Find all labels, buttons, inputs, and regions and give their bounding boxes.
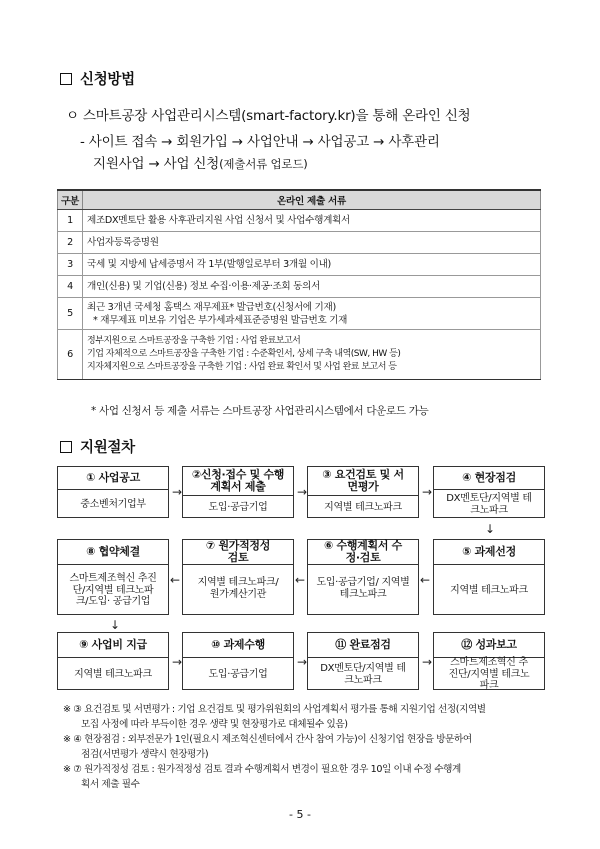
required-documents-table — [57, 189, 541, 380]
step-head: ⑪ 완료점검 — [308, 633, 418, 658]
step-head: ⑨ 사업비 지급 — [58, 633, 168, 658]
step-body: 지역별 테크노파크 — [74, 668, 152, 680]
row-doc-line: 지자체지원으로 스마트공장을 구축한 기업 : 사업 완료 확인서 및 사업 완료 보고서 등 — [87, 362, 397, 372]
application-bullet-sub — [80, 131, 550, 175]
page-number: - 5 - — [289, 808, 311, 821]
footnote-line: ※ ⑦ 원가적정성 검토 : 원가적정성 검토 결과 수행계획서 변경이 필요한 경우 10일 이내 수정 수행계 — [63, 764, 461, 775]
table-row — [58, 232, 541, 254]
step-11 — [307, 632, 419, 690]
arrow-right-icon: → — [172, 485, 183, 499]
footnote-line: 점검(서면평가 생략시 현장평가) — [81, 749, 209, 760]
row-doc — [83, 276, 541, 298]
bullet-sub-line1: - 사이트 접속 → 회원가입 → 사업안내 → 사업공고 → 사후관리 — [80, 134, 440, 150]
arrow-right-icon: → — [297, 485, 308, 499]
table-row — [58, 254, 541, 276]
step-9 — [57, 632, 169, 690]
footnote-line: 획서 제출 필수 — [81, 779, 140, 790]
row-number: 2 — [58, 232, 83, 254]
step-head: ⑥ 수행계획서 수정·검토 — [308, 540, 418, 565]
arrow-down-icon: ↓ — [110, 618, 121, 632]
step-head: ⑩ 과제수행 — [183, 633, 293, 658]
step-head: ③ 요건검토 및 서면평가 — [308, 467, 418, 496]
row-doc-line: 국세 및 지방세 납세증명서 각 1부(발행일로부터 3개월 이내) — [87, 259, 331, 270]
step-head: ⑧ 협약체결 — [58, 540, 168, 565]
step-body: 지역별 테크노파크 — [324, 501, 402, 513]
arrow-right-icon: → — [422, 485, 433, 499]
row-number: 4 — [58, 276, 83, 298]
row-doc — [83, 210, 541, 232]
step-1 — [57, 466, 169, 518]
table-row — [58, 210, 541, 232]
row-doc-line: 사업자등록증명원 — [87, 237, 159, 248]
step-body: 지역별 테크노파크/ 원가계산기관 — [197, 577, 279, 600]
step-head: ②신청·접수 및 수행계획서 제출 — [183, 467, 293, 496]
step-head: ① 사업공고 — [58, 467, 168, 490]
row-doc-line: 제조DX멘토단 활용 사후관리지원 사업 신청서 및 사업수행계획서 — [87, 215, 351, 226]
step-10 — [182, 632, 294, 690]
arrow-right-icon: → — [422, 655, 433, 669]
footnote-line: ※ ④ 현장점검 : 외부전문가 1인(필요시 제조혁신센터에서 간사 참여 가능)이 신청기업 현장을 방문하여 — [63, 734, 472, 745]
arrow-right-icon: → — [297, 655, 308, 669]
step-2 — [182, 466, 294, 518]
row-doc — [83, 330, 541, 380]
table-header-docs: 온라인 제출 서류 — [83, 190, 541, 210]
row-doc-subline: * 재무제표 미보유 기업은 부가세과세표준증명원 발급번호 기재 — [93, 314, 348, 326]
row-number: 1 — [58, 210, 83, 232]
row-doc-line: 정부지원으로 스마트공장을 구축한 기업 : 사업 완료보고서 — [87, 336, 301, 346]
arrow-left-icon: ← — [170, 573, 181, 587]
step-8 — [57, 539, 169, 615]
step-body: 스마트제조혁신 추진단/지역별 테크노파크/도입· 공급기업 — [69, 573, 157, 608]
row-doc-line: 최근 3개년 국세청 홈택스 재무제표* 발급번호(신청서에 기재) — [87, 301, 336, 313]
row-number: 3 — [58, 254, 83, 276]
row-doc-line: 개인(신용) 및 기업(신용) 정보 수집·이용·제공·조회 동의서 — [87, 281, 321, 292]
step-body: 중소벤처기업부 — [80, 498, 146, 510]
step-body: 스마트제조혁신 추진단/지역별 테크노파크 — [448, 657, 530, 692]
step-head: ⑤ 과제선정 — [434, 540, 544, 565]
section-title-procedure: 지원절차 — [60, 436, 135, 457]
arrow-down-icon: ↓ — [485, 522, 496, 536]
step-body: 도입·공급기업/ 지역별 테크노파크 — [316, 577, 410, 600]
section-title-application: 신청방법 — [60, 68, 135, 89]
table-header-row — [58, 190, 541, 210]
step-3 — [307, 466, 419, 518]
row-doc — [83, 254, 541, 276]
step-6 — [307, 539, 419, 615]
step-5 — [433, 539, 545, 615]
table-row — [58, 276, 541, 298]
step-body: DX멘토단/지역별 테크노파크 — [320, 663, 406, 686]
step-head: ⑫ 성과보고 — [434, 633, 544, 658]
step-head: ⑦ 원가적정성 검토 — [183, 540, 293, 565]
step-12 — [433, 632, 545, 690]
row-doc — [83, 232, 541, 254]
row-number: 6 — [58, 330, 83, 380]
table-note: * 사업 신청서 등 제출 서류는 스마트공장 사업관리시스템에서 다운로드 가능 — [91, 405, 429, 417]
arrow-right-icon: → — [172, 655, 183, 669]
row-doc — [83, 298, 541, 330]
table-row — [58, 298, 541, 330]
step-body: 도입·공급기업 — [208, 501, 268, 513]
footnote — [63, 702, 543, 732]
checkbox-square-icon — [60, 441, 72, 453]
arrow-left-icon: ← — [295, 573, 306, 587]
step-4 — [433, 466, 545, 518]
arrow-left-icon: ← — [420, 573, 431, 587]
step-body: 지역별 테크노파크 — [450, 584, 528, 596]
row-doc-line: 기업 자체적으로 스마트공장을 구축한 기업 : 수준확인서, 상세 구축 내역(SW, HW 등) — [87, 349, 401, 359]
step-body: DX멘토단/지역별 테크노파크 — [446, 493, 532, 516]
footnote-line: ※ ③ 요건검토 및 서면평가 : 기업 요건검토 및 평가위원회의 사업계획서 평가를 통해 지원기업 선정(지역별 — [63, 704, 486, 715]
bullet-sub-line2-small: (제출서류 업로드) — [219, 157, 308, 171]
row-number: 5 — [58, 298, 83, 330]
footnote — [63, 762, 543, 792]
step-head: ④ 현장점검 — [434, 467, 544, 490]
table-header-no: 구분 — [58, 190, 83, 210]
checkbox-square-icon — [60, 73, 72, 85]
footnote — [63, 732, 543, 762]
application-bullet-main: ㅇ 스마트공장 사업관리시스템(smart-factory.kr)을 통해 온라인 신청 — [66, 108, 471, 124]
bullet-sub-line2 — [80, 153, 550, 175]
step-body: 도입·공급기업 — [208, 668, 268, 680]
footnote-line: 모집 사정에 따라 부득이한 경우 생략 및 현장평가로 대체될수 있음) — [81, 719, 348, 730]
footnotes — [63, 702, 543, 792]
bullet-sub-line2-text: 지원사업 → 사업 신청 — [93, 156, 220, 172]
table-row — [58, 330, 541, 380]
step-7 — [182, 539, 294, 615]
